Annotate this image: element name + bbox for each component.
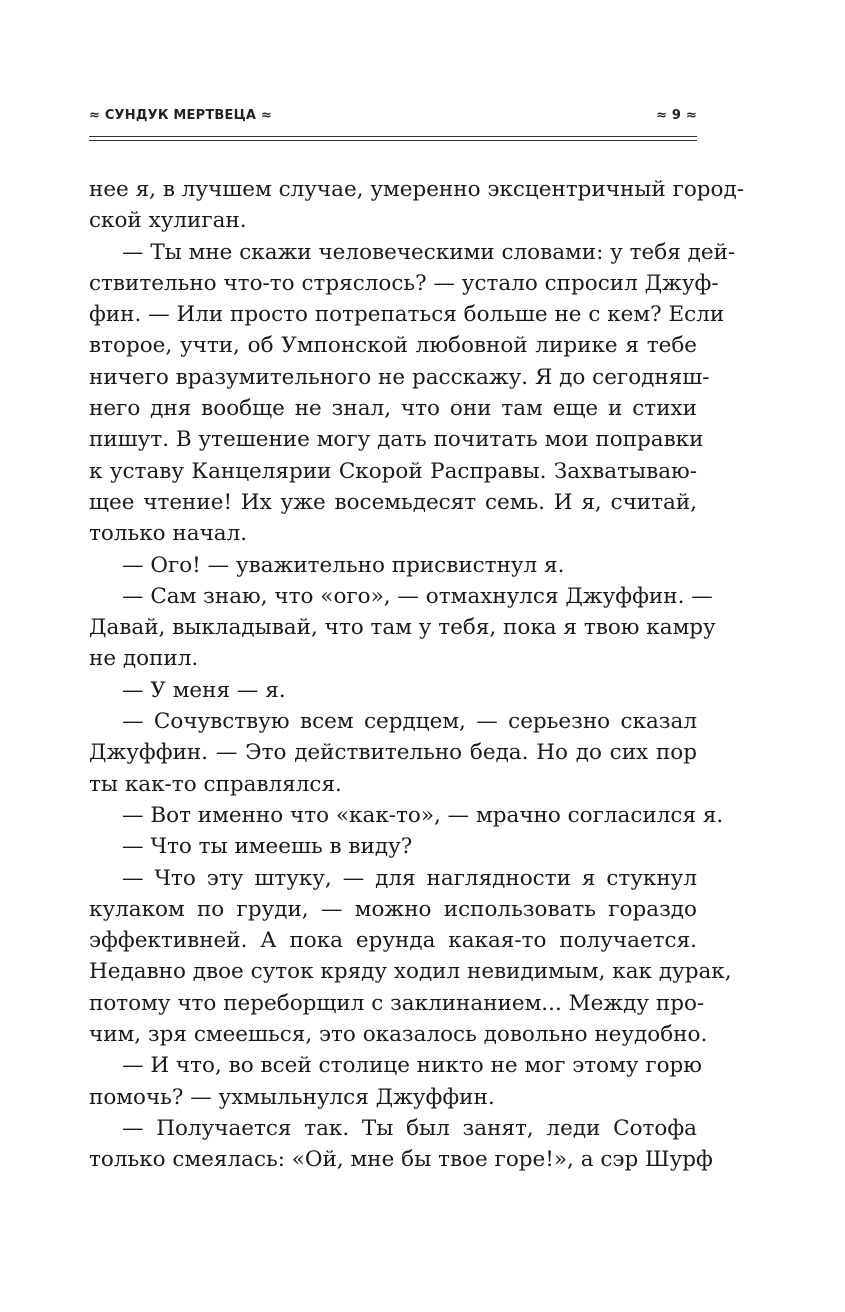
text-line: него дня вообще не знал, что они там еще и стихи bbox=[89, 396, 697, 422]
text-line: ты как-то справлялся. bbox=[89, 771, 342, 797]
text-line: — Вот именно что «как-то», — мрачно согласился я. bbox=[122, 802, 724, 828]
text-line: ничего вразумительного не расскажу. Я до сегодняш- bbox=[89, 364, 710, 390]
text-line: — Ты мне скажи человеческими словами: у тебя дей- bbox=[122, 239, 736, 265]
header-rule-bottom bbox=[89, 140, 697, 141]
text-line: потому что переборщил с заклинанием... Между про- bbox=[89, 990, 705, 1016]
text-line: пишут. В утешение могу дать почитать мои поправки bbox=[89, 427, 704, 453]
text-line: Недавно двое суток кряду ходил невидимым, как дурак, bbox=[89, 959, 732, 985]
text-line: — Сам знаю, что «ого», — отмахнулся Джуффин. — bbox=[122, 583, 713, 609]
text-line: помочь? — ухмыльнулся Джуффин. bbox=[89, 1084, 495, 1110]
running-title: ≈ СУНДУК МЕРТВЕЦА ≈ bbox=[89, 108, 272, 123]
text-line: только смеялась: «Ой, мне бы твое горе!», а сэр Шурф bbox=[89, 1147, 713, 1173]
text-line: — И что, во всей столице никто не мог этому горю bbox=[122, 1053, 703, 1079]
text-line: — У меня — я. bbox=[122, 677, 286, 703]
text-line: эффективней. А пока ерунда какая-то получается. bbox=[89, 928, 697, 954]
text-line: — Получается так. Ты был занят, леди Сотофа bbox=[122, 1115, 697, 1141]
text-line: Джуффин. — Это действительно беда. Но до сих пор bbox=[89, 740, 697, 766]
running-header bbox=[89, 108, 697, 128]
text-line: — Ого! — уважительно присвистнул я. bbox=[122, 552, 565, 578]
text-line: нее я, в лучшем случае, умеренно эксцентричный город- bbox=[89, 177, 744, 202]
page-number: ≈ 9 ≈ bbox=[656, 108, 697, 123]
text-line: к уставу Канцелярии Скорой Расправы. Захватываю- bbox=[89, 458, 697, 484]
text-line: ствительно что-то стряслось? — устало спросил Джуф- bbox=[89, 270, 719, 296]
text-line: кулаком по груди, — можно использовать гораздо bbox=[89, 896, 697, 922]
text-line: щее чтение! Их уже восемьдесят семь. И я, считай, bbox=[89, 489, 697, 515]
text-line: Давай, выкладывай, что там у тебя, пока я твою камру bbox=[89, 615, 716, 641]
text-line: чим, зря смеешься, это оказалось довольно неудобно. bbox=[89, 1022, 708, 1048]
header-rule-top bbox=[89, 136, 697, 137]
text-line: — Что эту штуку, — для наглядности я стукнул bbox=[122, 865, 697, 891]
text-line: не допил. bbox=[89, 646, 199, 672]
text-line: фин. — Или просто потрепаться больше не с кем? Если bbox=[89, 302, 725, 328]
text-line: второе, учти, об Умпонской любовной лирике я тебе bbox=[89, 333, 697, 359]
text-line: только начал. bbox=[89, 521, 248, 547]
text-line: ской хулиган. bbox=[89, 208, 247, 234]
text-line: — Сочувствую всем сердцем, — серьезно сказал bbox=[122, 709, 697, 735]
body-text bbox=[89, 174, 744, 1176]
text-line: — Что ты имеешь в виду? bbox=[122, 834, 413, 860]
